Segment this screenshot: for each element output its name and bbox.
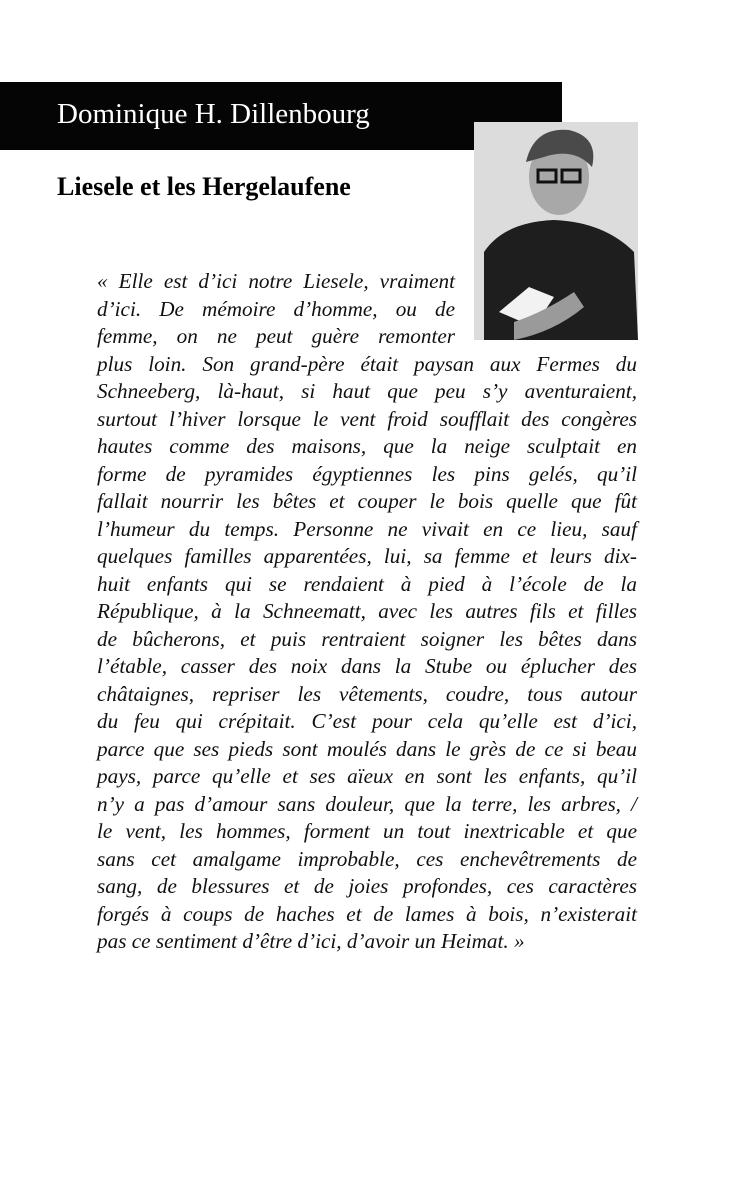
excerpt-line: le vent, les hommes, forment un tout inextricable et que — [97, 819, 637, 843]
excerpt-line: femme, on ne peut guère remonter — [97, 324, 455, 348]
excerpt-line: République, à la Schneematt, avec les autres fils et filles — [97, 599, 637, 623]
excerpt-line: pays, parce qu’elle et ses aïeux en sont les enfants, qu’il — [97, 764, 637, 788]
excerpt-line: sang, de blessures et de joies profondes, ces caractères — [97, 874, 637, 898]
excerpt-line: parce que ses pieds sont moulés dans le grès de ce si beau — [97, 736, 637, 761]
excerpt-line: « Elle est d’ici notre Liesele, vraiment — [97, 269, 455, 293]
excerpt-line: huit enfants qui se rendaient à pied à l’école de la — [97, 571, 637, 596]
excerpt-line: sans cet amalgame improbable, ces enchevêtrements de — [97, 846, 637, 871]
excerpt-line: l’humeur du temps. Personne ne vivait en ce lieu, sauf — [97, 516, 637, 541]
author-name: Dominique H. Dillenbourg — [57, 98, 370, 130]
excerpt-line: forgés à coups de haches et de lames à bois, n’existerait — [97, 901, 637, 926]
excerpt-line: d’ici. De mémoire d’homme, ou de — [97, 296, 455, 321]
excerpt-line: forme de pyramides égyptiennes les pins gelés, qu’il — [97, 461, 637, 486]
excerpt-line: de bûcherons, et puis rentraient soigner les bêtes dans — [97, 626, 637, 651]
excerpt-line: du feu qui crépitait. C’est pour cela qu’elle est d’ici, — [97, 709, 637, 733]
excerpt-line: quelques familles apparentées, lui, sa femme et leurs dix- — [97, 544, 637, 568]
excerpt-line: plus loin. Son grand-père était paysan aux Fermes du — [97, 351, 637, 376]
excerpt-line: hautes comme des maisons, que la neige sculptait en — [97, 434, 637, 458]
excerpt-line: Schneeberg, là-haut, si haut que peu s’y aventuraient, — [97, 379, 637, 403]
excerpt-line: fallait nourrir les bêtes et couper le bois quelle que fût — [97, 489, 637, 513]
excerpt-line: surtout l’hiver lorsque le vent froid soufflait des congères — [97, 406, 637, 431]
excerpt-line: châtaignes, repriser les vêtements, coudre, tous autour — [97, 681, 637, 706]
excerpt-line: l’étable, casser des noix dans la Stube ou éplucher des — [97, 654, 637, 678]
excerpt-text — [97, 268, 637, 956]
excerpt-line: pas ce sentiment d’être d’ici, d’avoir un Heimat. » — [97, 929, 525, 953]
book-title: Liesele et les Hergelaufene — [57, 172, 351, 201]
excerpt-line: n’y a pas d’amour sans douleur, que la terre, les arbres, / — [97, 791, 637, 816]
